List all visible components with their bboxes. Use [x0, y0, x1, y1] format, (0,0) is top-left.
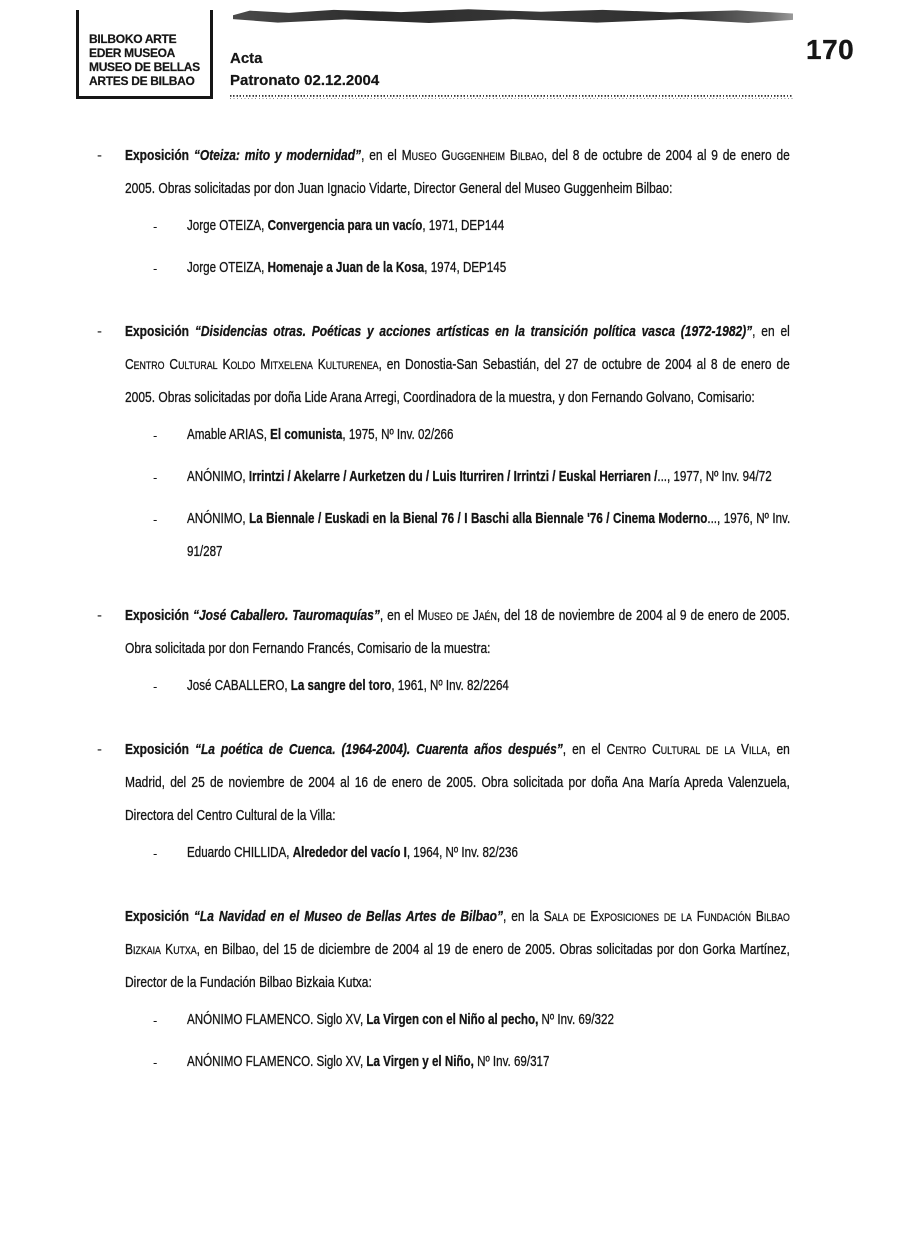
works-list	[0, 210, 900, 285]
work-item	[0, 837, 900, 870]
work-text	[187, 837, 790, 870]
work-item	[0, 419, 900, 452]
text-segment-bold: Alrededor del vacío I	[292, 845, 407, 861]
works-list	[0, 837, 900, 870]
text-segment-plain: , 1974, DEP145	[424, 260, 507, 276]
text-segment-plain: , 1964, Nº Inv. 82/236	[406, 845, 518, 861]
work-text	[187, 461, 790, 494]
exposition-paragraph	[125, 139, 790, 205]
text-segment-bold: La Virgen con el Niño al pecho,	[366, 1012, 539, 1028]
text-segment-plain: ANÓNIMO,	[187, 511, 250, 527]
works-list	[0, 1004, 900, 1079]
document-body	[0, 139, 900, 1109]
text-segment-plain: ..., 1977, Nº Inv. 94/72	[657, 469, 772, 485]
text-segment-plain: , en Donostia-San Sebastián, del 27 de octubre de 2004 al 8 de enero de 2005. Obras solicitadas por doña Lide Arana Arregi, Coordinadora de la muestra, y don Fernando Golvano, Comisario:	[125, 356, 790, 406]
bullet-dash: -	[153, 219, 158, 234]
text-segment-plain: , en Bilbao, del 15 de diciembre de 2004 al 19 de enero de 2005. Obras solicitadas por don Gorka Martínez, Director de la Fundación Bilbao Bizkaia Kutxa:	[125, 941, 790, 991]
text-segment-plain: , en el	[562, 741, 607, 758]
bullet-dash: -	[97, 147, 102, 164]
text-segment-caps: Centro Cultural de la Villa	[606, 741, 768, 758]
bullet-dash: -	[153, 846, 158, 861]
work-text	[187, 503, 790, 569]
text-segment-plain: Jorge OTEIZA,	[187, 260, 268, 276]
doc-subtitle: Patronato 02.12.2004	[230, 72, 380, 89]
work-item	[0, 1004, 900, 1037]
work-text	[187, 419, 790, 452]
text-segment-title: “José Caballero. Tauromaquías”	[192, 607, 380, 624]
text-segment-plain: , del 8 de octubre de 2004 al 9 de enero de 2005. Obras solicitadas por don Juan Ignacio Vidarte, Director General del Museo Guggenheim Bilbao:	[125, 147, 790, 197]
text-segment-plain: , en el	[361, 147, 402, 164]
text-segment-caps: Museo Guggenheim Bilbao	[401, 147, 544, 164]
bullet-dash: -	[153, 470, 158, 485]
text-segment-caps: Sala de Exposiciones de la Fundación Bilbao Bizkaia Kutxa	[125, 908, 790, 958]
text-segment-lead: Exposición	[125, 607, 193, 624]
bullet-dash: -	[97, 323, 102, 340]
work-text	[187, 210, 790, 243]
work-text	[187, 1004, 790, 1037]
text-segment-plain: Eduardo CHILLIDA,	[187, 845, 293, 861]
exposition-paragraph	[125, 315, 790, 414]
bullet-dash: -	[153, 512, 158, 527]
work-text	[187, 670, 790, 703]
works-list	[0, 670, 900, 703]
work-item	[0, 252, 900, 285]
exposition-entry	[0, 139, 900, 285]
logo-line: BILBOKO ARTE	[89, 32, 177, 46]
text-segment-caps: Museo de Jaén	[417, 607, 497, 624]
exposition-entry	[0, 599, 900, 703]
text-segment-bold: La sangre del toro	[290, 678, 392, 694]
bullet-dash: -	[153, 428, 158, 443]
header-dotted-rule	[230, 95, 793, 100]
text-segment-plain: ANÓNIMO,	[187, 469, 249, 485]
doc-type-label: Acta	[230, 50, 263, 67]
text-segment-bold: Irrintzi / Akelarre / Aurketzen du / Luis Iturriren / Irrintzi / Euskal Herriaren /	[248, 469, 658, 485]
text-segment-lead: Exposición	[125, 147, 194, 164]
museum-logo-text	[89, 32, 200, 88]
text-segment-title: “Disidencias otras. Poéticas y acciones artísticas en la transición política vasca (1972-1982)”	[194, 323, 753, 340]
text-segment-title: “La poética de Cuenca. (1964-2004). Cuarenta años después”	[194, 741, 563, 758]
text-segment-bold: El comunista	[270, 427, 343, 443]
exposition-entry	[0, 315, 900, 569]
exposition-entry	[0, 733, 900, 870]
bullet-dash: -	[153, 261, 158, 276]
works-list	[0, 419, 900, 569]
text-segment-plain: ANÓNIMO FLAMENCO. Siglo XV,	[187, 1054, 367, 1070]
work-item	[0, 1046, 900, 1079]
text-segment-plain: Amable ARIAS,	[187, 427, 271, 443]
work-item	[0, 503, 900, 569]
bullet-dash: -	[97, 741, 102, 758]
work-text	[187, 252, 790, 285]
text-segment-plain: , en el	[379, 607, 418, 624]
work-item	[0, 210, 900, 243]
text-segment-bold: Convergencia para un vacío	[267, 218, 423, 234]
text-segment-plain: , en la	[503, 908, 544, 925]
text-segment-bold: La Biennale / Euskadi en la Bienal 76 / I Baschi alla Biennale '76 / Cinema Moderno	[249, 511, 708, 527]
document-header	[230, 50, 379, 89]
text-segment-plain: Nº Inv. 69/322	[538, 1012, 614, 1028]
text-segment-plain: , en el	[752, 323, 790, 340]
exposition-paragraph	[125, 599, 790, 665]
work-item	[0, 461, 900, 494]
logo-line: MUSEO DE BELLAS	[89, 60, 200, 74]
logo-line: ARTES DE BILBAO	[89, 74, 195, 88]
exposition-paragraph	[125, 733, 790, 832]
text-segment-title: “Oteiza: mito y modernidad”	[193, 147, 362, 164]
bullet-dash: -	[153, 1013, 158, 1028]
text-segment-bold: Homenaje a Juan de la Kosa	[267, 260, 425, 276]
text-segment-plain: , 1961, Nº Inv. 82/2264	[391, 678, 509, 694]
museum-logo	[76, 10, 213, 99]
text-segment-lead: Exposición	[125, 323, 195, 340]
text-segment-caps: Centro Cultural Koldo Mitxelena Kulturenea	[125, 356, 379, 373]
work-item	[0, 670, 900, 703]
text-segment-plain: , 1971, DEP144	[422, 218, 505, 234]
text-segment-bold: La Virgen y el Niño,	[366, 1054, 474, 1070]
logo-line: EDER MUSEOA	[89, 46, 176, 60]
text-segment-plain: Jorge OTEIZA,	[187, 218, 268, 234]
text-segment-plain: ANÓNIMO FLAMENCO. Siglo XV,	[187, 1012, 367, 1028]
text-segment-plain: José CABALLERO,	[187, 678, 291, 694]
text-segment-lead: Exposición	[125, 908, 194, 925]
text-segment-plain: ..., 1976, Nº Inv. 91/287	[187, 511, 791, 560]
text-segment-plain: Nº Inv. 69/317	[473, 1054, 550, 1070]
exposition-paragraph	[125, 900, 790, 999]
bullet-dash: -	[97, 607, 102, 624]
text-segment-plain: , en Madrid, del 25 de noviembre de 2004 al 16 de enero de 2005. Obra solicitada por doña Ana María Apreda Valenzuela, Directora del Centro Cultural de la Villa:	[125, 741, 790, 824]
text-segment-plain: , 1975, Nº Inv. 02/266	[342, 427, 454, 443]
text-segment-lead: Exposición	[125, 741, 195, 758]
text-segment-plain: , del 18 de noviembre de 2004 al 9 de enero de 2005. Obra solicitada por don Fernando Francés, Comisario de la muestra:	[125, 607, 790, 657]
page-number: 170	[806, 34, 855, 65]
bullet-dash: -	[153, 679, 158, 694]
text-segment-title: “La Navidad en el Museo de Bellas Artes de Bilbao”	[193, 908, 504, 925]
bullet-dash: -	[153, 1055, 158, 1070]
scan-artifact-band	[233, 9, 793, 23]
exposition-entry	[0, 900, 900, 1079]
work-text	[187, 1046, 790, 1079]
